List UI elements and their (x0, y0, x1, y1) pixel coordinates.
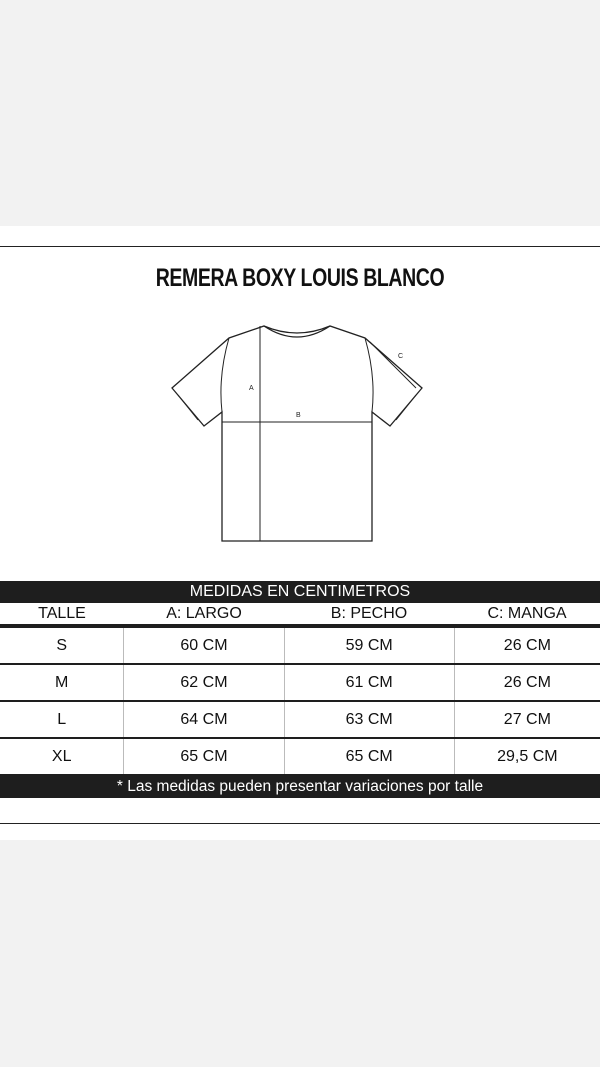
tshirt-diagram (160, 316, 440, 548)
top-divider (0, 246, 600, 247)
cell-talle: M (0, 665, 124, 700)
header-talle: TALLE (38, 604, 86, 622)
table-caption: MEDIDAS EN CENTIMETROS (0, 581, 600, 603)
cell-talle: XL (0, 739, 124, 774)
bottom-divider (0, 823, 600, 824)
cell-largo: 64 CM (124, 702, 284, 737)
cell-pecho: 59 CM (285, 628, 455, 663)
tshirt-outline-icon (160, 316, 440, 548)
cell-largo: 62 CM (124, 665, 284, 700)
cell-manga: 29,5 CM (497, 747, 558, 765)
size-table (0, 581, 600, 798)
table-row (0, 702, 600, 739)
label-b: B (296, 412, 301, 419)
header-largo: A: LARGO (166, 604, 242, 622)
variation-note: * Las medidas pueden presentar variaciones por talle (0, 776, 600, 798)
cell-largo: 60 CM (124, 628, 284, 663)
table-header (0, 603, 600, 628)
table-row (0, 628, 600, 665)
table-row (0, 739, 600, 776)
cell-manga: 27 CM (503, 710, 551, 728)
cell-manga: 26 CM (503, 636, 551, 654)
cell-talle: S (0, 628, 124, 663)
cell-manga: 26 CM (503, 673, 551, 691)
cell-pecho: 65 CM (285, 739, 455, 774)
table-row (0, 665, 600, 702)
size-chart-sheet (0, 226, 600, 840)
cell-pecho: 63 CM (285, 702, 455, 737)
cell-talle: L (0, 702, 124, 737)
label-a: A (249, 385, 254, 392)
product-title: REMERA BOXY LOUIS BLANCO (155, 264, 445, 292)
header-manga: C: MANGA (487, 604, 567, 622)
cell-largo: 65 CM (124, 739, 284, 774)
label-c: C (398, 353, 404, 360)
header-pecho: B: PECHO (330, 604, 408, 622)
cell-pecho: 61 CM (285, 665, 455, 700)
